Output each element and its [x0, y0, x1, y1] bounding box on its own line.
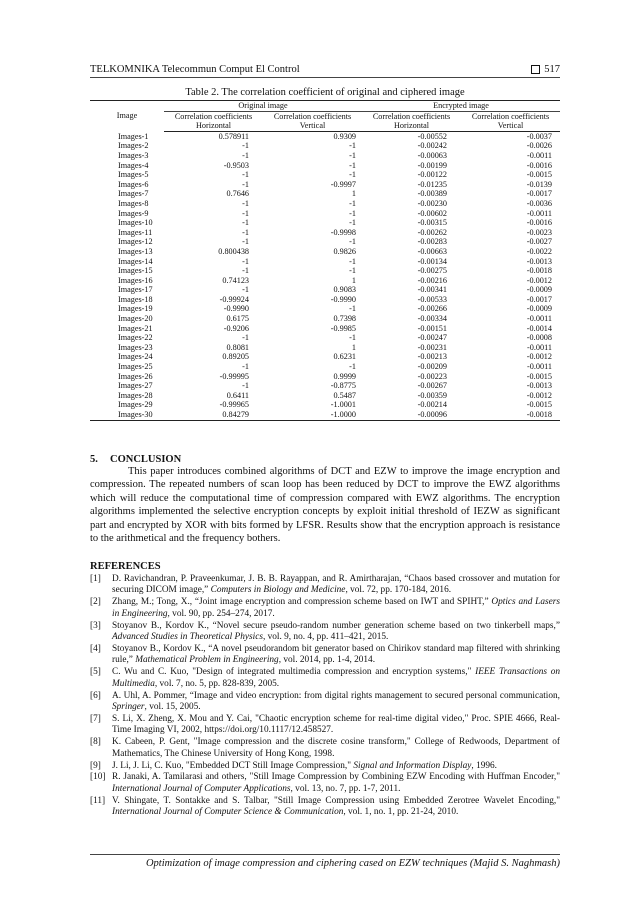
- table-row: [90, 362, 560, 372]
- reference-item: [90, 737, 560, 760]
- cell-value: -1: [349, 208, 356, 218]
- cell-value: -1: [242, 208, 249, 218]
- reference-body: J. Li, J. Li, C. Kuo, "Embedded DCT Still Image Compression,": [112, 760, 354, 771]
- cell-value: -0.00663: [417, 246, 447, 256]
- reference-source: Springer: [112, 701, 145, 712]
- cell-image-name: Images-4: [118, 160, 149, 170]
- table-row: [90, 343, 560, 353]
- cell-value: -0.0015: [526, 400, 552, 410]
- group-encrypted-header: Encrypted image: [362, 101, 560, 112]
- reference-item: [90, 667, 560, 690]
- cell-image-name: Images-28: [118, 390, 153, 400]
- table-row: [90, 295, 560, 305]
- col-orig-h-label: Correlation coefficients: [174, 111, 253, 121]
- col-enc-h-label: Correlation coefficients: [372, 111, 451, 121]
- table-row: [90, 161, 560, 171]
- conclusion-heading: [90, 454, 181, 465]
- cell-value: -0.00134: [417, 256, 447, 266]
- cell-value: -1: [349, 170, 356, 180]
- table-row: [90, 257, 560, 267]
- cell-value: -0.0015: [526, 170, 552, 180]
- cell-value: 0.89205: [222, 352, 249, 362]
- cell-value: -0.0016: [526, 160, 552, 170]
- cell-value: 0.9083: [333, 285, 356, 295]
- cell-value: -0.0011: [527, 314, 552, 324]
- cell-value: -0.00242: [417, 141, 447, 151]
- cell-value: -0.00275: [417, 266, 447, 276]
- table-row: [90, 333, 560, 343]
- cell-value: -0.9997: [330, 179, 356, 189]
- cell-value: -1: [349, 160, 356, 170]
- cell-value: -0.00231: [417, 342, 447, 352]
- cell-value: -0.0022: [526, 246, 552, 256]
- reference-text: [112, 574, 560, 597]
- reference-item: [90, 597, 560, 620]
- cell-value: -0.00063: [417, 150, 447, 160]
- cell-image-name: Images-21: [118, 323, 153, 333]
- cell-value: -0.00213: [417, 352, 447, 362]
- table-row: [90, 391, 560, 401]
- cell-image-name: Images-26: [118, 371, 153, 381]
- reference-text: [112, 667, 560, 690]
- col-orig-horizontal: Horizontal: [164, 121, 263, 131]
- cell-value: -0.9990: [330, 294, 356, 304]
- section-number: 5.: [90, 454, 98, 465]
- cell-value: -1: [349, 218, 356, 228]
- col-enc-horizontal: Horizontal: [362, 121, 461, 131]
- footer-rule: [90, 854, 560, 855]
- reference-number: [1]: [90, 574, 101, 584]
- reference-item: [90, 621, 560, 644]
- cell-value: -0.00359: [417, 390, 447, 400]
- cell-value: -0.0011: [527, 362, 552, 372]
- cell-value: -1: [242, 170, 249, 180]
- cell-value: -0.00283: [417, 237, 447, 247]
- cell-value: -0.00230: [417, 198, 447, 208]
- cell-value: -0.0009: [526, 285, 552, 295]
- cell-value: -0.00216: [417, 275, 447, 285]
- cell-image-name: Images-12: [118, 237, 153, 247]
- reference-details: , vol. 72, pp. 170-184, 2016.: [345, 585, 452, 596]
- table-row: [90, 266, 560, 276]
- reference-body: Zhang, M.; Tong, X., “Joint image encryption and compression scheme based on IWT and SPIHT,”: [112, 597, 492, 608]
- reference-source: Computers in Biology and Medicine: [210, 585, 346, 596]
- col-image-header: Image: [90, 101, 164, 132]
- reference-number: [10]: [90, 772, 106, 783]
- cell-value: -1: [242, 381, 249, 391]
- cell-value: -1: [242, 285, 249, 295]
- header-rule: [90, 77, 560, 78]
- reference-text: [112, 691, 560, 714]
- cell-value: -0.00223: [417, 371, 447, 381]
- reference-details: , vol. 7, no. 5, pp. 828-839, 2005.: [154, 678, 280, 689]
- cell-value: -0.00266: [417, 304, 447, 314]
- cell-value: -0.0013: [526, 381, 552, 391]
- cell-image-name: Images-10: [118, 218, 153, 228]
- reference-number: [11]: [90, 795, 106, 806]
- correlation-table: [90, 100, 560, 421]
- cell-value: 0.9826: [333, 246, 356, 256]
- group-original-header: Original image: [164, 101, 362, 112]
- table-row: [90, 199, 560, 209]
- col-enc-vertical: Vertical: [461, 121, 560, 131]
- cell-image-name: Images-20: [118, 314, 153, 324]
- reference-details: , 1996.: [471, 760, 497, 771]
- col-orig-vertical: Vertical: [263, 121, 362, 131]
- cell-value: 0.9309: [333, 131, 356, 141]
- cell-image-name: Images-3: [118, 150, 149, 160]
- cell-value: -0.0016: [526, 218, 552, 228]
- table-row: [90, 209, 560, 219]
- cell-value: -0.8775: [330, 381, 356, 391]
- table-row: [90, 381, 560, 391]
- cell-value: -0.0013: [526, 256, 552, 266]
- cell-image-name: Images-13: [118, 246, 153, 256]
- conclusion-paragraph: This paper introduces combined algorithms of DCT and EZW to improve the image encryption and compression. The repeated numbers of scan loop has been reduced by DCT to improve the EWZ algorithms which will reduce the computational time of compression compared with EWZ algorithms. The encryption algorithms implemented the selective encryption concepts by exploit initial threshold of IEZW as significant part and encrypted by XOR with bits formed by LFSR. Results show that the encryption approach is resistance to the arithmetical and the frequency bothers.: [90, 466, 560, 545]
- cell-image-name: Images-24: [118, 352, 153, 362]
- reference-item: [90, 796, 560, 819]
- reference-body: S. Li, X. Zheng, X. Mou and Y. Cai, "Chaotic encryption scheme for real-time digital video," Proc. SPIE 4666, Real-Time Imaging VI, 2002, https://doi.org/10.1117/12.458527.: [112, 713, 560, 736]
- cell-value: -1: [242, 256, 249, 266]
- cell-value: -0.0015: [526, 371, 552, 381]
- cell-value: -0.0012: [526, 275, 552, 285]
- reference-number: [7]: [90, 713, 101, 724]
- cell-image-name: Images-15: [118, 266, 153, 276]
- reference-text: [112, 644, 560, 667]
- cell-image-name: Images-23: [118, 342, 153, 352]
- cell-value: -1: [242, 266, 249, 276]
- cell-value: 0.7398: [333, 314, 356, 324]
- reference-text: [112, 737, 560, 760]
- cell-image-name: Images-29: [118, 400, 153, 410]
- cell-value: 1: [351, 275, 356, 285]
- table-caption: Table 2. The correlation coefficient of original and ciphered image: [185, 87, 465, 98]
- table-row: [90, 180, 560, 190]
- cell-image-name: Images-17: [118, 285, 153, 295]
- cell-value: -1: [242, 362, 249, 372]
- reference-details: , vol. 13, no. 7, pp. 1-7, 2011.: [290, 783, 401, 794]
- cell-value: -0.0011: [527, 150, 552, 160]
- cell-value: -0.00267: [417, 381, 447, 391]
- cell-value: -0.00096: [362, 410, 461, 420]
- reference-item: [90, 574, 560, 597]
- cell-value: -1: [349, 333, 356, 343]
- cell-value: -0.00315: [417, 218, 447, 228]
- reference-details: , vol. 9, no. 4, pp. 411–421, 2015.: [262, 632, 389, 643]
- reference-source: IEEE Transactions on Multimedia: [112, 667, 560, 689]
- header-page-info: [531, 64, 560, 75]
- cell-value: -0.00247: [417, 333, 447, 343]
- references-list: [90, 574, 560, 819]
- cell-value: -0.0036: [526, 198, 552, 208]
- cell-value: -0.9990: [223, 304, 249, 314]
- reference-number: [8]: [90, 737, 101, 748]
- cell-value: -0.01235: [417, 179, 447, 189]
- cell-value: -1: [349, 141, 356, 151]
- table-row: [90, 372, 560, 382]
- cell-value: 0.578911: [218, 131, 249, 141]
- cell-image-name: Images-27: [118, 381, 153, 391]
- cell-value: 0.800438: [218, 246, 249, 256]
- cell-value: 1: [351, 189, 356, 199]
- reference-source: Mathematical Problem in Engineering,: [135, 655, 282, 666]
- cell-value: 0.7646: [226, 189, 249, 199]
- cell-value: -1: [242, 141, 249, 151]
- reference-item: [90, 644, 560, 667]
- reference-source: International Journal of Computer Applications: [112, 783, 291, 794]
- table-row: [90, 285, 560, 295]
- table-group-header: [90, 101, 560, 112]
- cell-value: -1: [242, 179, 249, 189]
- reference-number: [9]: [90, 760, 101, 771]
- table-row: [90, 237, 560, 247]
- reference-details: vol. 90, pp. 254–274, 2017.: [169, 608, 275, 619]
- cell-value: -0.0014: [526, 323, 552, 333]
- cell-value: -0.00209: [417, 362, 447, 372]
- cell-value: 0.6411: [226, 390, 249, 400]
- cell-value: -0.9206: [223, 323, 249, 333]
- table-row: [90, 276, 560, 286]
- cell-value: -0.00533: [417, 294, 447, 304]
- running-footer: Optimization of image compression and ciphering cased on EZW techniques (Majid S. Naghmash): [145, 858, 560, 869]
- cell-value: -0.0012: [526, 390, 552, 400]
- cell-image-name: Images-5: [118, 170, 149, 180]
- reference-body: V. Shingate, T. Sontakke and S. Talbar, "Still Image Compression using Embedded Zerotree Wavelet Encoding,": [112, 795, 560, 806]
- cell-value: -0.00341: [417, 285, 447, 295]
- running-header: [90, 61, 560, 75]
- cell-value: -0.0011: [527, 342, 552, 352]
- reference-source: International Journal of Computer Science & Communication: [112, 807, 344, 818]
- table-row: [90, 170, 560, 180]
- cell-image-name: Images-11: [118, 227, 153, 237]
- reference-text: [112, 597, 560, 620]
- table-row: [90, 247, 560, 257]
- table-row: [90, 400, 560, 410]
- cell-image-name: Images-25: [118, 362, 153, 372]
- cell-image-name: Images-30: [90, 410, 164, 420]
- reference-body: D. Ravichandran, P. Praveenkumar, J. B. B. Rayappan, and R. Amirtharajan, “Chaos based crossover and mutation for securing DICOM image,”: [112, 574, 560, 596]
- cell-value: 0.8081: [226, 342, 249, 352]
- cell-value: -0.99924: [219, 294, 249, 304]
- cell-image-name: Images-7: [118, 189, 149, 199]
- cell-value: -0.00602: [417, 208, 447, 218]
- cell-image-name: Images-16: [118, 275, 153, 285]
- cell-value: 0.74123: [222, 275, 249, 285]
- cell-value: -1: [349, 198, 356, 208]
- reference-details: vol. 2014, pp. 1-4, 2014.: [281, 655, 376, 666]
- cell-value: -0.00199: [417, 160, 447, 170]
- table-row: [90, 131, 560, 141]
- cell-value: 0.84279: [164, 410, 263, 420]
- cell-image-name: Images-9: [118, 208, 149, 218]
- cell-value: -0.00552: [417, 131, 447, 141]
- cell-value: -0.0017: [526, 189, 552, 199]
- cell-value: -0.0018: [526, 266, 552, 276]
- cell-value: -1: [349, 237, 356, 247]
- cell-value: -1: [349, 256, 356, 266]
- reference-item: [90, 691, 560, 714]
- cell-image-name: Images-8: [118, 198, 149, 208]
- reference-text: [112, 714, 560, 737]
- reference-text: [112, 772, 560, 795]
- cell-value: -0.9503: [223, 160, 249, 170]
- col-orig-v-label: Correlation coefficients: [273, 111, 352, 121]
- reference-source: Advanced Studies in Theoretical Physics: [112, 632, 263, 643]
- cell-value: 0.6231: [333, 352, 356, 362]
- reference-text: [112, 761, 560, 772]
- cell-value: -0.0012: [526, 352, 552, 362]
- cell-image-name: Images-6: [118, 179, 149, 189]
- col-enc-v-label: Correlation coefficients: [471, 111, 550, 121]
- journal-title: TELKOMNIKA Telecommun Comput El Control: [90, 64, 300, 75]
- cell-value: 0.5487: [333, 390, 356, 400]
- table-row: [90, 324, 560, 334]
- cell-image-name: Images-19: [118, 304, 153, 314]
- cell-value: -0.00389: [417, 189, 447, 199]
- cell-value: -1: [349, 150, 356, 160]
- cell-value: -0.00214: [417, 400, 447, 410]
- reference-details: , vol. 15, 2005.: [144, 701, 201, 712]
- cell-value: -1: [242, 237, 249, 247]
- cell-value: -0.0139: [526, 179, 552, 189]
- cell-value: -0.0008: [526, 333, 552, 343]
- reference-number: [3]: [90, 620, 101, 631]
- cell-value: -1: [242, 333, 249, 343]
- cell-value: -0.0011: [527, 208, 552, 218]
- cell-value: -1.0000: [263, 410, 362, 420]
- table-row: [90, 410, 560, 420]
- reference-body: R. Janaki, A. Tamilarasi and others, "Still Image Compression by Combining EZW Encoding with Huffman Encoder,": [112, 772, 560, 783]
- cell-value: -0.0037: [526, 131, 552, 141]
- reference-source: Optics and Lasers in Engineering,: [112, 597, 560, 619]
- square-outline-icon: [531, 65, 540, 74]
- reference-body: K. Cabeen, P. Gent, "Image compression and the discrete cosine transform," College of Redwoods, Department of Mathematics, The Chinese University of Hong Kong, 1998.: [112, 737, 560, 759]
- reference-number: [4]: [90, 643, 101, 654]
- reference-text: [112, 796, 560, 819]
- cell-image-name: Images-22: [118, 333, 153, 343]
- cell-value: -1: [242, 218, 249, 228]
- reference-body: Stoyanov B., Kordov K., “A novel pseudorandom bit generator based on Chirikov standard map filtered with shrinking rule,”: [112, 643, 560, 666]
- table-row: [90, 304, 560, 314]
- section-title: CONCLUSION: [110, 454, 182, 465]
- cell-image-name: Images-2: [118, 141, 149, 151]
- reference-text: [112, 621, 560, 644]
- table-row: [90, 228, 560, 238]
- cell-image-name: Images-1: [118, 131, 149, 141]
- cell-value: -0.00262: [417, 227, 447, 237]
- cell-value: -0.0017: [526, 294, 552, 304]
- reference-number: [2]: [90, 597, 101, 608]
- reference-item: [90, 761, 560, 772]
- table-row: [90, 189, 560, 199]
- references-heading: REFERENCES: [90, 561, 161, 572]
- reference-body: A. Uhl, A. Pommer, “Image and video encryption: from digital rights management to secured personal communication,: [112, 690, 560, 701]
- cell-value: -0.0026: [526, 141, 552, 151]
- cell-image-name: Images-14: [118, 256, 153, 266]
- cell-value: -0.00151: [417, 323, 447, 333]
- cell-value: -0.99965: [219, 400, 249, 410]
- reference-item: [90, 772, 560, 795]
- cell-value: -0.0027: [526, 237, 552, 247]
- page-number: 517: [544, 64, 560, 75]
- table-row: [90, 141, 560, 151]
- reference-body: C. Wu and C. Kuo, "Design of integrated multimedia compression and encryption systems,": [112, 667, 476, 678]
- cell-image-name: Images-18: [118, 294, 153, 304]
- reference-source: Signal and Information Display: [353, 760, 472, 771]
- cell-value: -0.0009: [526, 304, 552, 314]
- cell-value: -0.9985: [330, 323, 356, 333]
- cell-value: -1: [242, 198, 249, 208]
- reference-body: Stoyanov B., Kordov K., “Novel secure pseudo-random number generation scheme based on two tinkerbell maps,”: [112, 620, 560, 631]
- reference-details: , vol. 1, no. 1, pp. 21-24, 2010.: [343, 807, 459, 818]
- cell-value: -0.00122: [417, 170, 447, 180]
- cell-value: -1: [242, 150, 249, 160]
- cell-value: 0.9999: [333, 371, 356, 381]
- cell-value: 0.6175: [226, 314, 249, 324]
- cell-value: -0.99995: [219, 371, 249, 381]
- table-row: [90, 218, 560, 228]
- table-row: [90, 314, 560, 324]
- cell-value: -0.00334: [417, 314, 447, 324]
- cell-value: -1: [242, 227, 249, 237]
- cell-value: 1: [351, 342, 356, 352]
- cell-value: -1: [349, 304, 356, 314]
- table-row: [90, 352, 560, 362]
- reference-number: [6]: [90, 690, 101, 701]
- table-body: [90, 131, 560, 420]
- reference-number: [5]: [90, 667, 101, 678]
- cell-value: -0.0023: [526, 227, 552, 237]
- reference-item: [90, 714, 560, 737]
- cell-value: -0.9998: [330, 227, 356, 237]
- cell-value: -1: [349, 362, 356, 372]
- cell-value: -0.0018: [461, 410, 560, 420]
- cell-value: -1: [349, 266, 356, 276]
- cell-value: -1.0001: [330, 400, 356, 410]
- table-row: [90, 151, 560, 161]
